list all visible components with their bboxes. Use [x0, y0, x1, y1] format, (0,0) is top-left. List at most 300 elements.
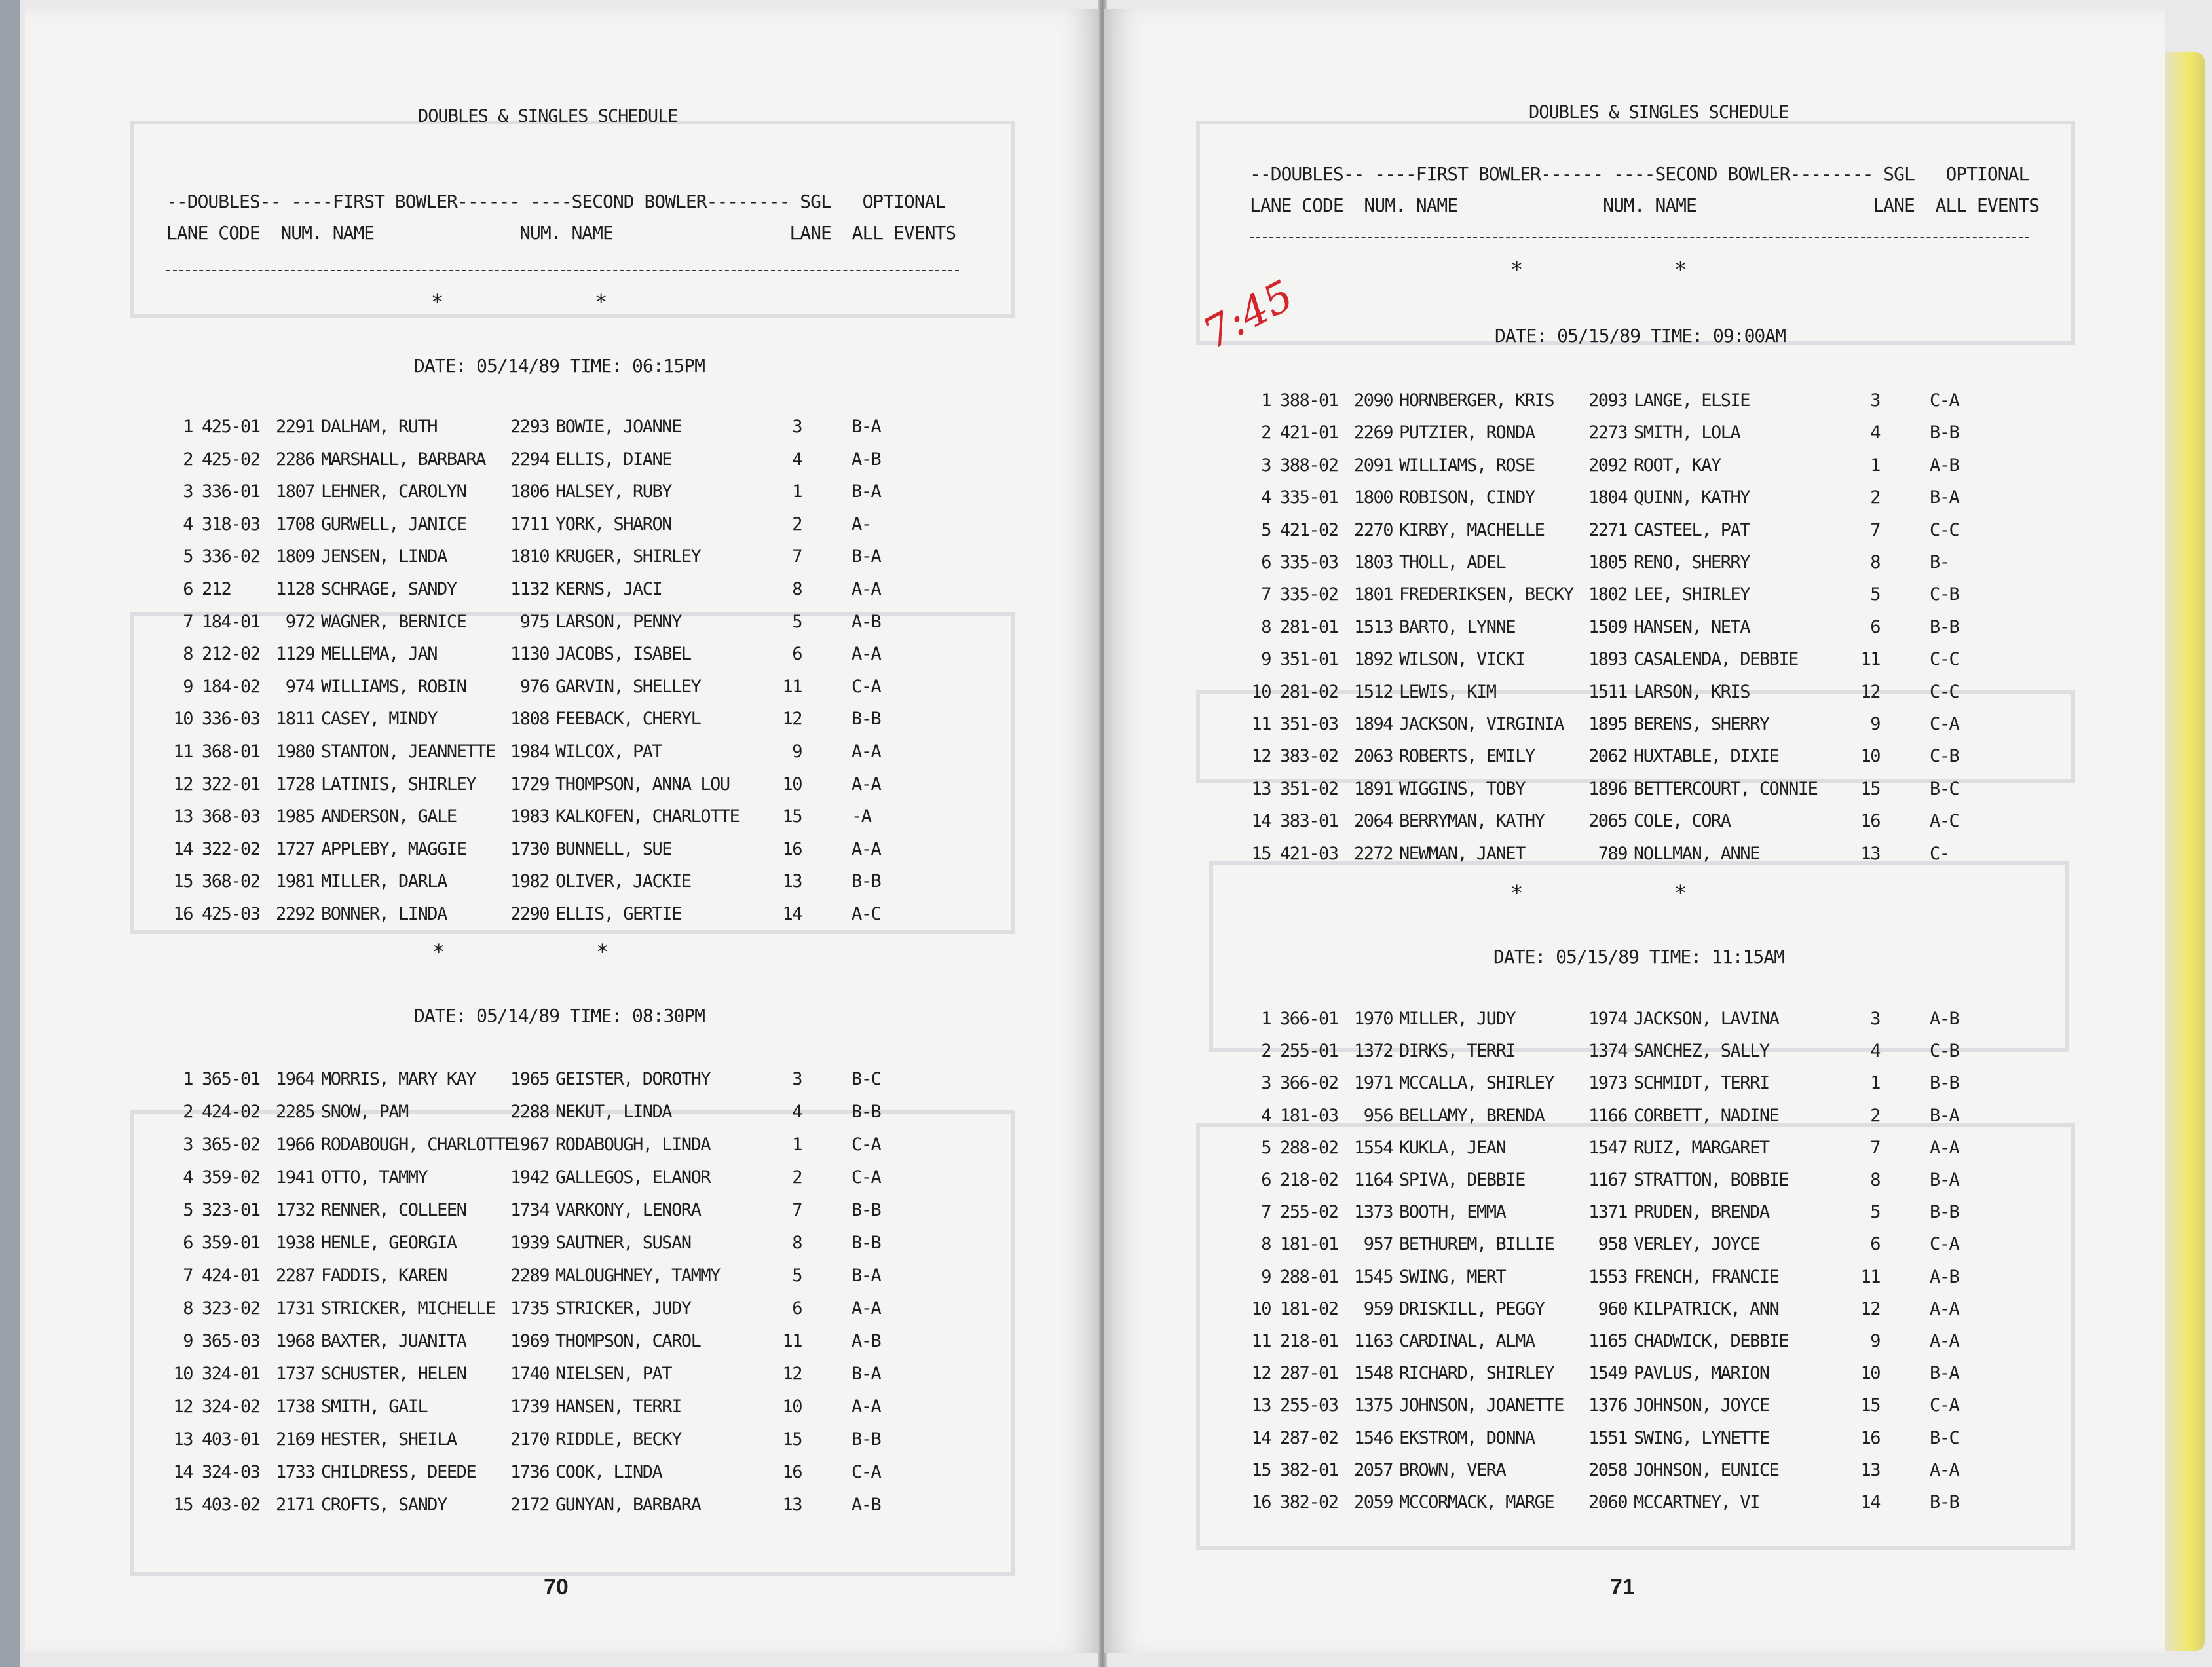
first-name-cell: WILLIAMS, ROSE — [1399, 455, 1535, 476]
schedule-row — [164, 579, 950, 610]
code-cell: 324-03 — [202, 1462, 260, 1482]
all-events-cell: A-A — [1930, 1137, 1959, 1158]
second-num-cell: 2288 — [510, 1102, 549, 1122]
all-events-cell: A-A — [852, 579, 881, 599]
second-num-cell: 1806 — [510, 481, 549, 502]
code-cell: 365-02 — [202, 1134, 260, 1155]
second-num-cell: 1740 — [510, 1364, 549, 1384]
second-name-cell: HUXTABLE, DIXIE — [1634, 746, 1779, 767]
code-cell: 212-02 — [202, 644, 260, 665]
lane-cell: 2 — [183, 1102, 193, 1122]
sgl-lane-cell: 6 — [792, 1298, 802, 1319]
schedule-row — [164, 677, 950, 708]
first-name-cell: WILLIAMS, ROBIN — [321, 676, 466, 697]
second-num-cell: 1553 — [1588, 1266, 1627, 1287]
code-cell: 212 — [202, 579, 231, 599]
code-cell: 287-01 — [1280, 1363, 1338, 1384]
second-num-cell: 1739 — [510, 1396, 549, 1417]
second-name-cell: SANCHEZ, SALLY — [1634, 1041, 1769, 1062]
second-num-cell: 2294 — [510, 449, 549, 470]
second-name-cell: VARKONY, LENORA — [555, 1200, 701, 1220]
code-cell: 421-01 — [1280, 422, 1338, 443]
sgl-lane-cell: 13 — [1860, 843, 1880, 864]
sgl-lane-cell: 8 — [1870, 1170, 1880, 1190]
all-events-cell: A-C — [852, 904, 881, 924]
all-events-cell: B-B — [1930, 422, 1959, 443]
first-name-cell: WILSON, VICKI — [1399, 649, 1525, 670]
second-num-cell: 1942 — [510, 1167, 549, 1188]
all-events-cell: -A — [852, 806, 871, 827]
all-events-cell: B-B — [1930, 1492, 1959, 1512]
first-num-cell: 1891 — [1353, 778, 1393, 799]
sgl-lane-cell: 6 — [1870, 616, 1880, 637]
lane-cell: 8 — [1261, 616, 1271, 637]
lane-cell: 10 — [1251, 681, 1271, 702]
code-cell: 425-03 — [202, 904, 260, 924]
second-name-cell: SMITH, LOLA — [1634, 422, 1740, 443]
first-name-cell: SNOW, PAM — [321, 1102, 408, 1122]
first-num-cell: 1129 — [275, 644, 314, 665]
first-name-cell: HORNBERGER, KRIS — [1399, 390, 1554, 411]
first-name-cell: BERRYMAN, KATHY — [1399, 811, 1545, 832]
first-name-cell: GURWELL, JANICE — [321, 514, 466, 534]
lane-cell: 1 — [1261, 390, 1271, 411]
second-num-cell: 1547 — [1588, 1137, 1627, 1158]
column-header-line-1: --DOUBLES-- ----FIRST BOWLER------ ----SECOND BOWLER-------- SGL OPTIONAL — [1250, 163, 2029, 185]
second-num-cell: 1808 — [510, 709, 549, 730]
first-name-cell: JENSEN, LINDA — [321, 546, 447, 567]
schedule-row — [1242, 1106, 2028, 1137]
schedule-row — [164, 481, 950, 513]
first-num-cell: 1513 — [1353, 616, 1393, 637]
first-name-cell: MORRIS, MARY KAY — [321, 1069, 476, 1089]
asterisk-mark: * — [1674, 880, 1687, 905]
all-events-cell: C-C — [1930, 519, 1959, 540]
second-num-cell: 976 — [519, 676, 549, 697]
first-name-cell: PUTZIER, RONDA — [1399, 422, 1535, 443]
sgl-lane-cell: 3 — [1870, 1009, 1880, 1029]
first-num-cell: 2287 — [275, 1265, 314, 1286]
second-name-cell: GUNYAN, BARBARA — [555, 1495, 701, 1515]
first-name-cell: THOLL, ADEL — [1399, 552, 1506, 572]
lane-cell: 4 — [183, 514, 193, 534]
schedule-row — [1242, 682, 2028, 713]
first-name-cell: JOHNSON, JOANETTE — [1399, 1395, 1564, 1416]
lane-cell: 16 — [1251, 1492, 1271, 1512]
schedule-row — [1242, 746, 2028, 777]
sgl-lane-cell: 11 — [1860, 649, 1880, 670]
second-num-cell: 1939 — [510, 1233, 549, 1253]
code-cell: 382-02 — [1280, 1492, 1338, 1512]
second-name-cell: RENO, SHERRY — [1634, 552, 1750, 572]
lane-cell: 15 — [173, 1495, 193, 1515]
code-cell: 336-02 — [202, 546, 260, 567]
sgl-lane-cell: 11 — [782, 1331, 802, 1351]
sgl-lane-cell: 13 — [782, 1495, 802, 1515]
first-name-cell: BROWN, VERA — [1399, 1459, 1506, 1480]
lane-cell: 6 — [183, 1233, 193, 1253]
second-num-cell: 1965 — [510, 1069, 549, 1089]
first-name-cell: SWING, MERT — [1399, 1266, 1506, 1287]
sgl-lane-cell: 10 — [1860, 746, 1880, 767]
all-events-cell: B-B — [852, 1429, 881, 1450]
all-events-cell: A-A — [1930, 1459, 1959, 1480]
schedule-row — [1242, 1460, 2028, 1491]
sgl-lane-cell: 2 — [792, 1167, 802, 1188]
first-num-cell: 2063 — [1353, 746, 1393, 767]
code-cell: 368-01 — [202, 741, 260, 762]
sgl-lane-cell: 2 — [792, 514, 802, 534]
first-name-cell: SMITH, GAIL — [321, 1396, 428, 1417]
first-num-cell: 2270 — [1353, 519, 1393, 540]
page-71 — [1104, 9, 2165, 1653]
sgl-lane-cell: 10 — [1860, 1363, 1880, 1384]
second-name-cell: WILCOX, PAT — [555, 741, 662, 762]
sgl-lane-cell: 9 — [1870, 1331, 1880, 1351]
column-header-line-2: LANE CODE NUM. NAME NUM. NAME LANE ALL EVENTS — [166, 222, 956, 244]
lane-cell: 15 — [1251, 843, 1271, 864]
code-cell: 181-03 — [1280, 1105, 1338, 1126]
second-name-cell: SWING, LYNETTE — [1634, 1427, 1769, 1448]
schedule-row — [164, 1429, 950, 1461]
first-num-cell: 2272 — [1353, 843, 1393, 864]
second-num-cell: 1895 — [1588, 714, 1627, 734]
second-num-cell: 1736 — [510, 1462, 549, 1482]
first-num-cell: 1372 — [1353, 1041, 1393, 1062]
schedule-row — [1242, 844, 2028, 875]
lane-cell: 15 — [1251, 1459, 1271, 1480]
second-num-cell: 1984 — [510, 741, 549, 762]
sgl-lane-cell: 13 — [782, 871, 802, 892]
lane-cell: 10 — [173, 709, 193, 730]
asterisk-mark: * — [1510, 880, 1524, 905]
all-events-cell: B-A — [1930, 1105, 1959, 1126]
second-num-cell: 1511 — [1588, 681, 1627, 702]
first-name-cell: BETHUREM, BILLIE — [1399, 1234, 1554, 1255]
sgl-lane-cell: 16 — [1860, 811, 1880, 832]
schedule-row — [164, 1200, 950, 1231]
first-name-cell: RENNER, COLLEEN — [321, 1200, 466, 1220]
all-events-cell: A-A — [852, 774, 881, 795]
sgl-lane-cell: 7 — [1870, 1137, 1880, 1158]
second-num-cell: 1735 — [510, 1298, 549, 1319]
schedule-row — [1242, 649, 2028, 681]
lane-cell: 12 — [173, 774, 193, 795]
all-events-cell: A-B — [852, 449, 881, 470]
lane-cell: 11 — [1251, 1331, 1271, 1351]
second-num-cell: 1967 — [510, 1134, 549, 1155]
code-cell: 288-02 — [1280, 1137, 1338, 1158]
second-name-cell: FRENCH, FRANCIE — [1634, 1266, 1779, 1287]
all-events-cell: A-A — [852, 1396, 881, 1417]
code-cell: 322-01 — [202, 774, 260, 795]
second-num-cell: 1810 — [510, 546, 549, 567]
code-cell: 366-01 — [1280, 1009, 1338, 1029]
first-num-cell: 1737 — [275, 1364, 314, 1384]
schedule-row — [1242, 584, 2028, 616]
lane-cell: 7 — [183, 1265, 193, 1286]
second-num-cell: 2058 — [1588, 1459, 1627, 1480]
schedule-row — [164, 644, 950, 675]
header-divider — [166, 270, 959, 271]
code-cell: 421-02 — [1280, 519, 1338, 540]
first-num-cell: 1892 — [1353, 649, 1393, 670]
first-num-cell: 2090 — [1353, 390, 1393, 411]
first-num-cell: 1738 — [275, 1396, 314, 1417]
code-cell: 425-02 — [202, 449, 260, 470]
schedule-row — [164, 514, 950, 546]
first-name-cell: DALHAM, RUTH — [321, 417, 438, 437]
first-name-cell: MARSHALL, BARBARA — [321, 449, 485, 470]
header-divider — [1250, 237, 2029, 238]
first-name-cell: EKSTROM, DONNA — [1399, 1427, 1535, 1448]
sgl-lane-cell: 15 — [1860, 778, 1880, 799]
first-name-cell: ROBERTS, EMILY — [1399, 746, 1535, 767]
session-date-time: DATE: 05/14/89 TIME: 06:15PM — [414, 355, 705, 377]
second-num-cell: 789 — [1598, 843, 1627, 864]
code-cell: 359-01 — [202, 1233, 260, 1253]
all-events-cell: B-A — [852, 1364, 881, 1384]
first-num-cell: 1985 — [275, 806, 314, 827]
all-events-cell: B-B — [852, 1233, 881, 1253]
second-name-cell: HALSEY, RUBY — [555, 481, 672, 502]
sgl-lane-cell: 15 — [782, 806, 802, 827]
second-num-cell: 1130 — [510, 644, 549, 665]
first-name-cell: BAXTER, JUANITA — [321, 1331, 466, 1351]
first-name-cell: DRISKILL, PEGGY — [1399, 1298, 1545, 1319]
first-name-cell: MCCALLA, SHIRLEY — [1399, 1073, 1554, 1094]
code-cell: 255-01 — [1280, 1041, 1338, 1062]
second-name-cell: JOHNSON, EUNICE — [1634, 1459, 1779, 1480]
second-name-cell: NOLLMAN, ANNE — [1634, 843, 1759, 864]
second-name-cell: PAVLUS, MARION — [1634, 1363, 1769, 1384]
second-num-cell: 1804 — [1588, 487, 1627, 508]
code-cell: 336-01 — [202, 481, 260, 502]
schedule-row — [164, 1265, 950, 1297]
second-name-cell: SCHMIDT, TERRI — [1634, 1073, 1769, 1094]
lane-cell: 9 — [183, 676, 193, 697]
page-edge — [2165, 52, 2205, 1651]
lane-cell: 7 — [183, 611, 193, 632]
first-name-cell: CROFTS, SANDY — [321, 1495, 447, 1515]
second-name-cell: JACKSON, LAVINA — [1634, 1009, 1779, 1029]
schedule-row — [1242, 1363, 2028, 1395]
schedule-row — [1242, 1170, 2028, 1201]
sgl-lane-cell: 12 — [782, 1364, 802, 1384]
second-name-cell: ELLIS, GERTIE — [555, 904, 681, 924]
first-name-cell: MILLER, JUDY — [1399, 1009, 1516, 1029]
all-events-cell: A-A — [852, 1298, 881, 1319]
sgl-lane-cell: 15 — [782, 1429, 802, 1450]
sgl-lane-cell: 16 — [782, 838, 802, 859]
schedule-row — [1242, 617, 2028, 648]
second-num-cell: 2065 — [1588, 811, 1627, 832]
second-num-cell: 1166 — [1588, 1105, 1627, 1126]
sgl-lane-cell: 4 — [792, 449, 802, 470]
second-num-cell: 1893 — [1588, 649, 1627, 670]
first-num-cell: 1548 — [1353, 1363, 1393, 1384]
second-name-cell: BOWIE, JOANNE — [555, 417, 681, 437]
second-name-cell: FEEBACK, CHERYL — [555, 709, 701, 730]
second-name-cell: BERENS, SHERRY — [1634, 714, 1769, 734]
sgl-lane-cell: 2 — [1870, 487, 1880, 508]
second-num-cell: 2290 — [510, 904, 549, 924]
schedule-row — [164, 806, 950, 838]
second-name-cell: CASALENDA, DEBBIE — [1634, 649, 1798, 670]
sgl-lane-cell: 4 — [792, 1102, 802, 1122]
schedule-row — [164, 1364, 950, 1395]
first-num-cell: 959 — [1363, 1298, 1393, 1319]
session-date-time: DATE: 05/15/89 TIME: 09:00AM — [1495, 325, 1786, 347]
second-num-cell: 1982 — [510, 871, 549, 892]
schedule-row — [1242, 390, 2028, 422]
second-name-cell: HANSEN, NETA — [1634, 616, 1750, 637]
second-num-cell: 1509 — [1588, 616, 1627, 637]
sgl-lane-cell: 3 — [792, 1069, 802, 1089]
second-name-cell: KILPATRICK, ANN — [1634, 1298, 1779, 1319]
first-num-cell: 1981 — [275, 871, 314, 892]
sgl-lane-cell: 1 — [1870, 455, 1880, 476]
second-name-cell: MCCARTNEY, VI — [1634, 1492, 1759, 1512]
second-name-cell: PRUDEN, BRENDA — [1634, 1202, 1769, 1223]
sgl-lane-cell: 14 — [782, 904, 802, 924]
sgl-lane-cell: 16 — [1860, 1427, 1880, 1448]
first-num-cell: 2269 — [1353, 422, 1393, 443]
first-num-cell: 1941 — [275, 1167, 314, 1188]
second-name-cell: YORK, SHARON — [555, 514, 672, 534]
all-events-cell: B-B — [852, 871, 881, 892]
first-num-cell: 1980 — [275, 741, 314, 762]
all-events-cell: C-B — [1930, 1041, 1959, 1062]
lane-cell: 11 — [173, 741, 193, 762]
lane-cell: 11 — [1251, 714, 1271, 734]
sgl-lane-cell: 10 — [782, 774, 802, 795]
second-num-cell: 1711 — [510, 514, 549, 534]
second-num-cell: 2060 — [1588, 1492, 1627, 1512]
lane-cell: 5 — [183, 1200, 193, 1220]
first-num-cell: 1732 — [275, 1200, 314, 1220]
second-name-cell: CASTEEL, PAT — [1634, 519, 1750, 540]
second-name-cell: LANGE, ELSIE — [1634, 390, 1750, 411]
schedule-row — [1242, 487, 2028, 519]
all-events-cell: A- — [852, 514, 871, 534]
all-events-cell: A-B — [1930, 1266, 1959, 1287]
second-name-cell: GARVIN, SHELLEY — [555, 676, 701, 697]
sgl-lane-cell: 1 — [1870, 1073, 1880, 1094]
sgl-lane-cell: 15 — [1860, 1395, 1880, 1416]
first-name-cell: CARDINAL, ALMA — [1399, 1331, 1535, 1351]
second-num-cell: 1974 — [1588, 1009, 1627, 1029]
second-name-cell: THOMPSON, ANNA LOU — [555, 774, 730, 795]
code-cell: 181-01 — [1280, 1234, 1338, 1255]
code-cell: 318-03 — [202, 514, 260, 534]
first-num-cell: 974 — [285, 676, 314, 697]
all-events-cell: A-B — [1930, 455, 1959, 476]
sgl-lane-cell: 1 — [792, 481, 802, 502]
second-num-cell: 2273 — [1588, 422, 1627, 443]
first-num-cell: 1803 — [1353, 552, 1393, 572]
all-events-cell: B-A — [852, 546, 881, 567]
first-num-cell: 1811 — [275, 709, 314, 730]
schedule-row — [1242, 552, 2028, 584]
first-name-cell: DIRKS, TERRI — [1399, 1041, 1516, 1062]
code-cell: 335-01 — [1280, 487, 1338, 508]
all-events-cell: A-B — [852, 1495, 881, 1515]
lane-cell: 7 — [1261, 1202, 1271, 1223]
all-events-cell: B-A — [852, 481, 881, 502]
second-num-cell: 2293 — [510, 417, 549, 437]
all-events-cell: A-B — [852, 611, 881, 632]
first-num-cell: 2064 — [1353, 811, 1393, 832]
second-num-cell: 975 — [519, 611, 549, 632]
second-num-cell: 1376 — [1588, 1395, 1627, 1416]
bleed-through-box — [1196, 121, 2075, 345]
all-events-cell: C-A — [1930, 1395, 1959, 1416]
second-name-cell: COOK, LINDA — [555, 1462, 662, 1482]
first-num-cell: 1708 — [275, 514, 314, 534]
sgl-lane-cell: 4 — [1870, 1041, 1880, 1062]
code-cell: 368-02 — [202, 871, 260, 892]
schedule-row — [1242, 1428, 2028, 1459]
all-events-cell: C-C — [1930, 649, 1959, 670]
first-name-cell: BONNER, LINDA — [321, 904, 447, 924]
lane-cell: 5 — [183, 546, 193, 567]
first-num-cell: 2292 — [275, 904, 314, 924]
second-name-cell: VERLEY, JOYCE — [1634, 1234, 1759, 1255]
all-events-cell: A-A — [1930, 1331, 1959, 1351]
sgl-lane-cell: 6 — [1870, 1234, 1880, 1255]
second-num-cell: 1374 — [1588, 1041, 1627, 1062]
code-cell: 388-02 — [1280, 455, 1338, 476]
second-name-cell: JOHNSON, JOYCE — [1634, 1395, 1769, 1416]
second-name-cell: RODABOUGH, LINDA — [555, 1134, 711, 1155]
all-events-cell: C-B — [1930, 746, 1959, 767]
code-cell: 323-02 — [202, 1298, 260, 1319]
second-name-cell: RIDDLE, BECKY — [555, 1429, 681, 1450]
sgl-lane-cell: 5 — [1870, 1202, 1880, 1223]
second-name-cell: BUNNELL, SUE — [555, 838, 672, 859]
schedule-row — [164, 1462, 950, 1493]
sgl-lane-cell: 5 — [792, 611, 802, 632]
asterisk-mark: * — [432, 939, 445, 964]
sgl-lane-cell: 7 — [792, 1200, 802, 1220]
all-events-cell: B-A — [1930, 487, 1959, 508]
schedule-row — [164, 546, 950, 578]
sgl-lane-cell: 2 — [1870, 1105, 1880, 1126]
first-name-cell: MILLER, DARLA — [321, 871, 447, 892]
first-name-cell: ROBISON, CINDY — [1399, 487, 1535, 508]
all-events-cell: C-A — [1930, 714, 1959, 734]
schedule-row — [164, 1298, 950, 1330]
all-events-cell: C-B — [1930, 584, 1959, 605]
schedule-row — [164, 417, 950, 448]
lane-cell: 8 — [183, 1298, 193, 1319]
schedule-row — [1242, 455, 2028, 487]
lane-cell: 14 — [173, 1462, 193, 1482]
schedule-row — [164, 1396, 950, 1428]
column-header-line-1: --DOUBLES-- ----FIRST BOWLER------ ----SECOND BOWLER-------- SGL OPTIONAL — [166, 191, 946, 212]
schedule-row — [1242, 1267, 2028, 1298]
all-events-cell: C-A — [1930, 1234, 1959, 1255]
page-70 — [25, 9, 1099, 1653]
lane-cell: 10 — [173, 1364, 193, 1384]
sgl-lane-cell: 3 — [1870, 390, 1880, 411]
all-events-cell: B-B — [1930, 1202, 1959, 1223]
lane-cell: 12 — [173, 1396, 193, 1417]
all-events-cell: A-A — [1930, 1298, 1959, 1319]
lane-cell: 3 — [1261, 455, 1271, 476]
all-events-cell: C-A — [852, 1462, 881, 1482]
